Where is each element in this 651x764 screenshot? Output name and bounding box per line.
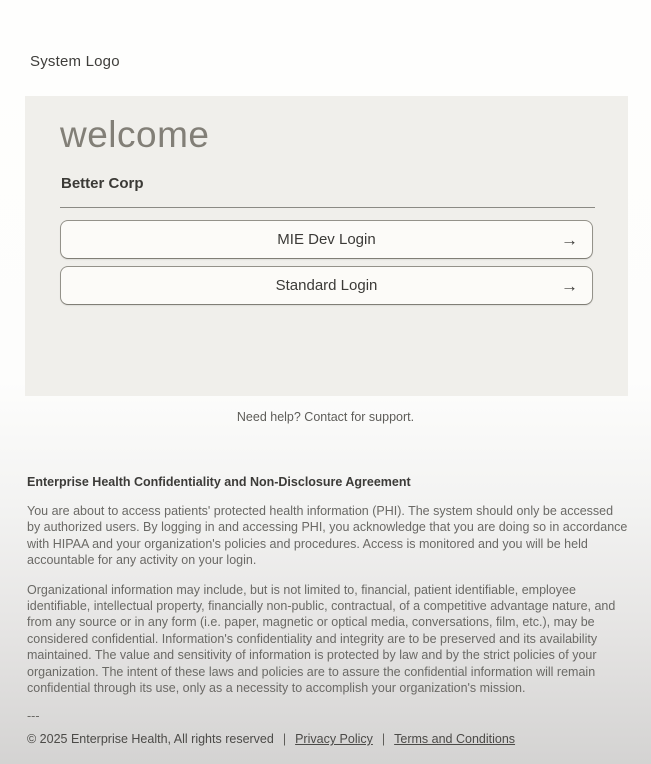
welcome-heading: welcome	[60, 114, 210, 155]
confidentiality-agreement	[27, 475, 628, 723]
footer	[27, 732, 637, 746]
mie-dev-login-label: MIE Dev Login	[277, 231, 376, 248]
privacy-policy-link[interactable]: Privacy Policy	[295, 732, 373, 746]
footer-divider: |	[282, 732, 287, 746]
arrow-right-icon: →	[561, 276, 578, 295]
agreement-paragraph-2: Organizational information may include, but is not limited to, financial, patient identifiable, employee identifiable, intellectual property, financially non-public, contractual, of a competitive advantage nature, and from any source or in any form (i.e. paper, magnetic or optical media, conversations, film, etc.), may be considered confidential. Information's confidentiality and integrity are to be preserved and its availability maintained. The value and sensitivity of information is protected by law and by the strict policies of your organization. The intent of these laws and policies are to assure the confidential information will remain confidential through its use, only as a necessity to accomplish your organization's mission.	[27, 582, 616, 696]
standard-login-button[interactable]	[60, 266, 593, 305]
copyright-text: © 2025 Enterprise Health, All rights reserved	[27, 732, 274, 746]
organization-name: Better Corp	[61, 175, 144, 192]
footer-divider: |	[381, 732, 386, 746]
agreement-title: Enterprise Health Confidentiality and Non-Disclosure Agreement	[27, 475, 411, 489]
mie-dev-login-button[interactable]	[60, 220, 593, 259]
agreement-paragraph-1: You are about to access patients' protected health information (PHI). The system should only be accessed by authorized users. By logging in and accessing PHI, you acknowledge that you are doing so in accordance with HIPAA and your organization's policies and procedures. Access is monitored and you will be held accountable for any activity on your login.	[27, 504, 628, 568]
terms-and-conditions-link[interactable]: Terms and Conditions	[394, 732, 516, 746]
system-logo: System Logo	[30, 53, 120, 70]
help-text: Need help? Contact for support.	[236, 410, 415, 424]
standard-login-label: Standard Login	[275, 277, 378, 294]
divider-line	[60, 207, 595, 208]
arrow-right-icon: →	[561, 230, 578, 249]
login-panel	[25, 96, 628, 396]
agreement-separator: ---	[27, 709, 40, 724]
